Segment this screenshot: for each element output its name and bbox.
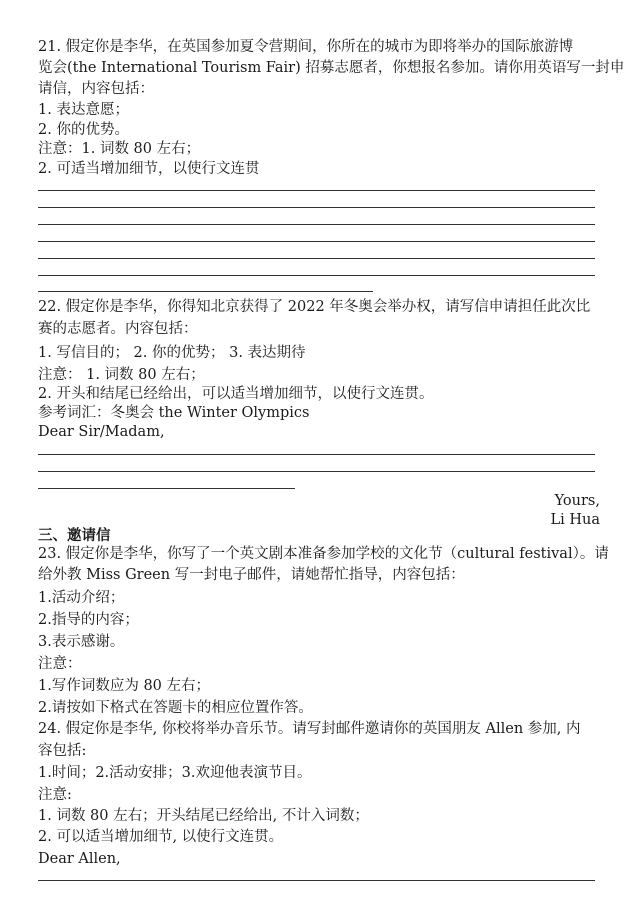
q21-note-1: 注意：1. 词数 80 左右； bbox=[38, 141, 201, 157]
q21-answer-line[interactable] bbox=[38, 258, 595, 259]
q22-note-1: 注意： 1. 词数 80 左右； bbox=[38, 367, 205, 383]
q22-answer-line[interactable] bbox=[38, 454, 595, 455]
q24-prompt-line-2: 容包括: bbox=[38, 743, 87, 759]
q24-prompt-line-1: 24. 假定你是李华, 你校将举办音乐节。请写封邮件邀请你的英国朋友 Allen 参加, 内 bbox=[38, 721, 581, 737]
q21-prompt-line-2: 览会(the International Tourism Fair) 招募志愿者，你想报名参加。请你用英语写一封申 bbox=[38, 60, 625, 76]
q24-greeting: Dear Allen, bbox=[38, 851, 121, 867]
q21-answer-line[interactable] bbox=[38, 291, 373, 292]
q22-prompt-line-1: 22. 假定你是李华，你得知北京获得了 2022 年冬奥会举办权，请写信申请担任此次比 bbox=[38, 299, 591, 315]
q23-prompt-line-2: 给外教 Miss Green 写一封电子邮件，请她帮忙指导，内容包括： bbox=[38, 567, 465, 583]
q24-answer-line[interactable] bbox=[38, 880, 595, 881]
q21-answer-line[interactable] bbox=[38, 207, 595, 208]
q24-points: 1.时间；2.活动安排；3.欢迎他表演节目。 bbox=[38, 765, 312, 781]
q21-note-2: 2. 可适当增加细节，以使行文连贯 bbox=[38, 161, 260, 177]
q23-note-title: 注意： bbox=[38, 656, 82, 672]
q21-point-1: 1. 表达意愿； bbox=[38, 102, 129, 118]
q23-point-2: 2.指导的内容； bbox=[38, 612, 139, 628]
q22-signature: Li Hua bbox=[550, 512, 600, 528]
q22-greeting: Dear Sir/Madam, bbox=[38, 424, 165, 440]
q21-point-2: 2. 你的优势。 bbox=[38, 122, 129, 138]
q22-points: 1. 写信目的； 2. 你的优势； 3. 表达期待 bbox=[38, 345, 306, 361]
q21-answer-line[interactable] bbox=[38, 275, 595, 276]
section-3-title: 三、邀请信 bbox=[38, 527, 111, 544]
q21-answer-line[interactable] bbox=[38, 190, 595, 191]
q24-note-title: 注意: bbox=[38, 787, 72, 803]
q21-prompt-line-3: 请信，内容包括： bbox=[38, 81, 154, 97]
q22-prompt-line-2: 赛的志愿者。内容包括： bbox=[38, 321, 198, 337]
q22-answer-line[interactable] bbox=[38, 488, 295, 489]
q24-note-1: 1. 词数 80 左右；开头结尾已经给出, 不计入词数； bbox=[38, 808, 369, 824]
q23-point-1: 1.活动介绍； bbox=[38, 590, 125, 606]
q22-closing: Yours, bbox=[554, 493, 600, 509]
q22-vocab: 参考词汇：冬奥会 the Winter Olympics bbox=[38, 405, 310, 421]
q21-answer-line[interactable] bbox=[38, 224, 595, 225]
q23-point-3: 3.表示感谢。 bbox=[38, 634, 125, 650]
q23-prompt-line-1: 23. 假定你是李华，你写了一个英文剧本准备参加学校的文化节（cultural festival）。请 bbox=[38, 546, 609, 562]
q24-note-2: 2. 可以适当增加细节, 以使行文连贯。 bbox=[38, 829, 284, 845]
q22-answer-line[interactable] bbox=[38, 471, 595, 472]
q22-note-2: 2. 开头和结尾已经给出，可以适当增加细节，以使行文连贯。 bbox=[38, 386, 434, 402]
q21-prompt-line-1: 21. 假定你是李华，在英国参加夏令营期间，你所在的城市为即将举办的国际旅游博 bbox=[38, 39, 574, 55]
q21-answer-line[interactable] bbox=[38, 241, 595, 242]
q23-note-2: 2.请按如下格式在答题卡的相应位置作答。 bbox=[38, 700, 313, 716]
q23-note-1: 1.写作词数应为 80 左右； bbox=[38, 678, 211, 694]
